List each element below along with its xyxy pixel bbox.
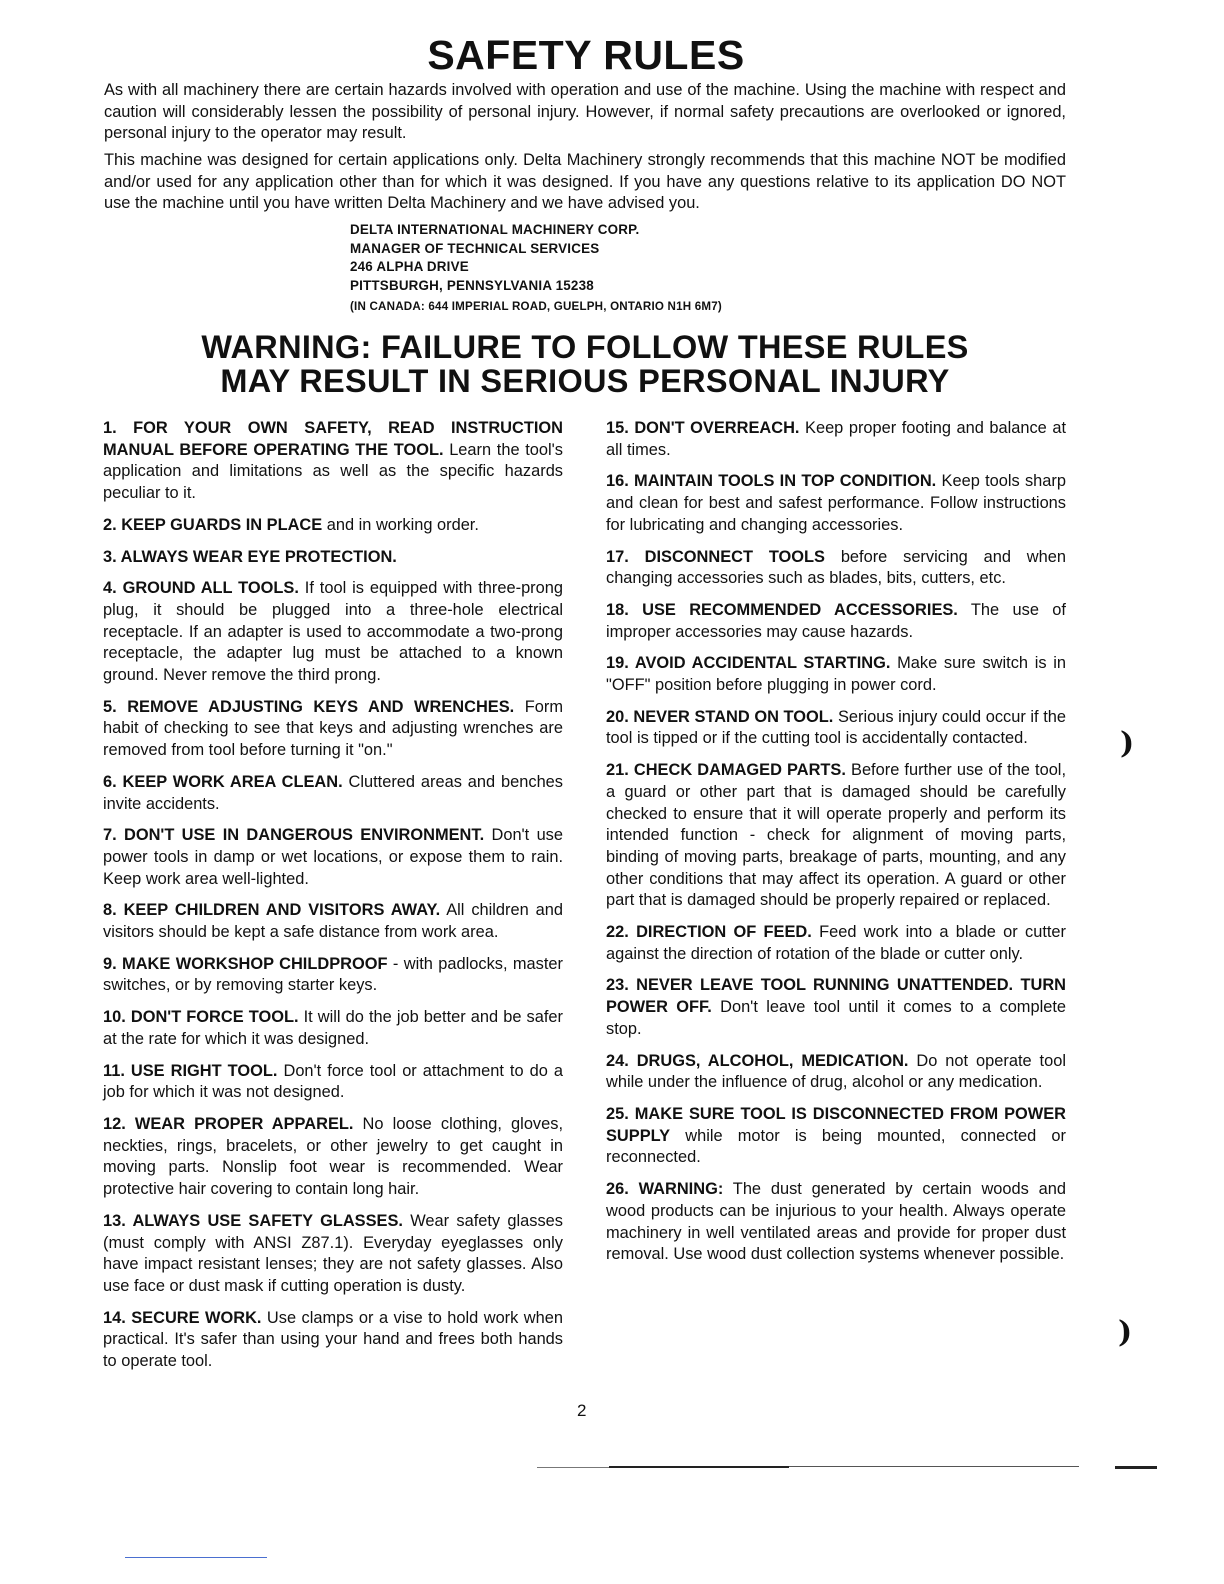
safety-rule	[103, 547, 563, 569]
rule-heading: 13. ALWAYS USE SAFETY GLASSES.	[103, 1211, 403, 1230]
rule-heading: 12. WEAR PROPER APPAREL.	[103, 1114, 354, 1133]
safety-rule	[606, 760, 1066, 912]
rule-text: Before further use of the tool, a guard or other part that is damaged should be carefully checked to ensure that it will operate properly and perform its intended function - check for alignment of moving parts, binding of moving parts, breakage of parts, mounting, and any other conditions that may affect its operation. A guard or other part that is damaged should be properly repaired or replaced.	[606, 761, 1066, 910]
rule-text: It will do the job better and be safer at the rate for which it was designed.	[103, 1008, 563, 1048]
address-line: PITTSBURGH, PENNSYLVANIA 15238	[350, 277, 594, 293]
footer-rule	[789, 1466, 1079, 1467]
rule-heading: 24. DRUGS, ALCOHOL, MEDICATION.	[606, 1051, 909, 1070]
safety-rule	[606, 975, 1066, 1040]
rule-heading: 6. KEEP WORK AREA CLEAN.	[103, 772, 343, 791]
rule-heading: 10. DON'T FORCE TOOL.	[103, 1008, 299, 1027]
rule-text: The dust generated by certain woods and wood products can be injurious to your health. Always operate machinery in well ventilated areas and provide for proper dust removal. Use wood dust collection systems whenever possible.	[606, 1180, 1066, 1264]
safety-rule	[103, 418, 563, 505]
rule-heading: 8. KEEP CHILDREN AND VISITORS AWAY.	[103, 901, 441, 920]
rule-text: Form habit of checking to see that keys and adjusting wrenches are removed from tool before turning it "on."	[103, 697, 563, 760]
rule-heading: 19. AVOID ACCIDENTAL STARTING.	[606, 654, 891, 673]
safety-rule	[606, 600, 1066, 643]
safety-rule	[606, 1179, 1066, 1266]
rule-text: while motor is being mounted, connected or reconnected.	[606, 1126, 1066, 1167]
warning-heading	[0, 330, 1170, 398]
address-line: DELTA INTERNATIONAL MACHINERY CORP.	[350, 222, 640, 237]
rule-heading: 25. MAKE SURE TOOL IS DISCONNECTED FROM POWER SUPPLY	[606, 1104, 1066, 1145]
page-title: SAFETY RULES	[427, 32, 745, 78]
rule-text: Cluttered areas and benches invite accidents.	[103, 772, 563, 813]
safety-rule	[103, 772, 563, 815]
rule-heading: 14. SECURE WORK.	[103, 1308, 262, 1327]
safety-rule	[103, 578, 563, 687]
rule-heading: 3. ALWAYS WEAR EYE PROTECTION.	[103, 547, 397, 566]
safety-rule	[606, 653, 1066, 696]
footer-rule	[1115, 1466, 1157, 1469]
safety-rule	[103, 1061, 563, 1104]
safety-rule	[606, 1104, 1066, 1169]
rule-text: before servicing and when changing accessories such as blades, bits, cutters, etc.	[606, 547, 1066, 588]
safety-rule	[606, 471, 1066, 536]
page-number: 2	[577, 1401, 587, 1420]
rule-text: Learn the tool's application and limitations as well as the specific hazards peculiar to it.	[103, 440, 564, 503]
intro-paragraph: As with all machinery there are certain hazards involved with operation and use of the machine. Using the machine with respect and caution will considerably lessen the possibility of personal injury. However, if normal safety precautions are overlooked or ignored, personal injury to the operator may result.	[104, 81, 1066, 143]
rule-heading: 18. USE RECOMMENDED ACCESSORIES.	[606, 600, 958, 619]
safety-rule	[103, 1114, 563, 1201]
binding-mark: )	[1118, 1315, 1133, 1350]
address-line: 246 ALPHA DRIVE	[350, 259, 469, 274]
rule-text: No loose clothing, gloves, neckties, rings, bracelets, or other jewelry to get caught in moving parts. Nonslip foot wear is recommended. Wear protective hair covering to contain long hair.	[103, 1114, 563, 1199]
footer-rule	[537, 1467, 609, 1468]
rule-heading: 23. NEVER LEAVE TOOL RUNNING UNATTENDED. TURN POWER OFF.	[606, 976, 1066, 1017]
rule-text: Don't use power tools in damp or wet locations, or expose them to rain. Keep work area well-lighted.	[103, 826, 563, 888]
footer-rule	[125, 1557, 267, 1558]
rule-text: If tool is equipped with three-prong plug, it should be plugged into a three-hole electrical receptacle. If an adapter is used to accommodate a two-prong receptacle, the adapter lug must be attached to a known ground. Never remove the third prong.	[103, 579, 563, 685]
rule-heading: 9. MAKE WORKSHOP CHILDPROOF	[103, 954, 388, 973]
rule-heading: 17. DISCONNECT TOOLS	[606, 547, 825, 566]
rule-text: Don't leave tool until it comes to a complete stop.	[606, 998, 1067, 1038]
safety-rule	[103, 825, 563, 890]
rules-column-right	[606, 418, 1066, 1276]
rule-heading: 5. REMOVE ADJUSTING KEYS AND WRENCHES.	[103, 697, 515, 716]
rule-text: Use clamps or a vise to hold work when practical. It's safer than using your hand and frees both hands to operate tool.	[103, 1308, 563, 1371]
intro-paragraph: This machine was designed for certain applications only. Delta Machinery strongly recommends that this machine NOT be modified and/or used for any application other than for which it was designed. If you have any questions relative to its application DO NOT use the machine until you have written Delta Machinery and we have advised you.	[104, 151, 1066, 213]
footer-rule	[609, 1466, 789, 1468]
binding-mark: )	[1120, 726, 1135, 761]
rule-heading: 20. NEVER STAND ON TOOL.	[606, 707, 834, 726]
warning-line: MAY RESULT IN SERIOUS PERSONAL INJURY	[220, 363, 950, 399]
address-canada: (IN CANADA: 644 IMPERIAL ROAD, GUELPH, ONTARIO N1H 6M7)	[350, 300, 722, 313]
warning-line: WARNING: FAILURE TO FOLLOW THESE RULES	[201, 329, 969, 365]
rule-text: Feed work into a blade or cutter against the direction of rotation of the blade or cutter only.	[606, 923, 1067, 963]
address-line: MANAGER OF TECHNICAL SERVICES	[350, 240, 600, 256]
safety-rule	[606, 1051, 1066, 1094]
address-block	[350, 221, 722, 317]
rules-column-left	[103, 418, 563, 1383]
safety-rule	[606, 707, 1066, 750]
rule-heading: 4. GROUND ALL TOOLS.	[103, 579, 299, 598]
safety-rule	[103, 900, 563, 943]
rule-text: Serious injury could occur if the tool is tipped or if the cutting tool is accidentally contacted.	[606, 707, 1067, 748]
rule-heading: 26. WARNING:	[606, 1180, 724, 1199]
safety-rule	[606, 418, 1066, 461]
safety-rule	[606, 922, 1066, 965]
rule-text: Do not operate tool while under the influence of drug, alcohol or any medication.	[606, 1051, 1066, 1092]
rule-heading: 11. USE RIGHT TOOL.	[103, 1061, 278, 1080]
rule-text: Keep proper footing and balance at all times.	[606, 419, 1066, 459]
safety-rule	[606, 547, 1066, 590]
safety-rule	[103, 515, 563, 537]
safety-rule	[103, 1211, 563, 1298]
rule-text: The use of improper accessories may cause hazards.	[606, 600, 1066, 641]
rule-text: Keep tools sharp and clean for best and safest performance. Follow instructions for lubricating and changing accessories.	[606, 472, 1066, 534]
rule-text: Don't force tool or attachment to do a job for which it was not designed.	[103, 1061, 563, 1102]
rule-text: All children and visitors should be kept a safe distance from work area.	[103, 901, 563, 942]
rule-text: and in working order.	[322, 515, 479, 534]
rule-heading: 1. FOR YOUR OWN SAFETY, READ INSTRUCTION MANUAL BEFORE OPERATING THE TOOL.	[103, 419, 563, 459]
safety-rule	[103, 697, 563, 762]
rule-heading: 15. DON'T OVERREACH.	[606, 419, 800, 437]
safety-rule	[103, 954, 563, 997]
rule-text: - with padlocks, master switches, or by removing starter keys.	[103, 954, 563, 995]
safety-rule	[103, 1007, 563, 1050]
rule-text: Make sure switch is in "OFF" position before plugging in power cord.	[606, 654, 1066, 695]
rule-heading: 22. DIRECTION OF FEED.	[606, 923, 812, 942]
rule-heading: 7. DON'T USE IN DANGEROUS ENVIRONMENT.	[103, 826, 485, 845]
rule-heading: 21. CHECK DAMAGED PARTS.	[606, 761, 846, 780]
rule-heading: 16. MAINTAIN TOOLS IN TOP CONDITION.	[606, 472, 937, 491]
rule-heading: 2. KEEP GUARDS IN PLACE	[103, 515, 323, 534]
safety-rule	[103, 1308, 563, 1373]
rule-text: Wear safety glasses (must comply with ANSI Z87.1). Everyday eyeglasses only have impact resistant lenses; they are not safety glasses. Also use face or dust mask if cutting operation is dusty.	[103, 1211, 563, 1295]
